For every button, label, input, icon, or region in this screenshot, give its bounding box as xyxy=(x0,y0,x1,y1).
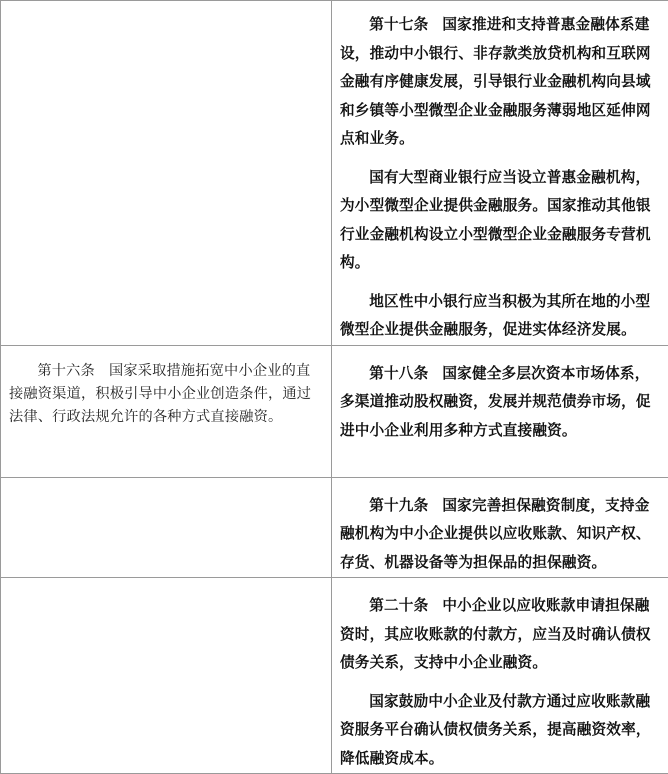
article-text: 国家健全多层次资本市场体系，多渠道推动股权融资，发展并规范债券市场，促进中小企业利用多种方式直接融资。 xyxy=(340,365,651,439)
article-number: 第十八条 xyxy=(369,365,428,382)
article-number: 第十六条 xyxy=(37,363,95,379)
article-paragraph xyxy=(340,492,658,578)
article-paragraph xyxy=(340,11,658,154)
article-paragraph xyxy=(340,360,658,446)
new-text-cell xyxy=(332,345,668,477)
article-text: 国家鼓励中小企业及付款方通过应收账款融资服务平台确认债权债务关系，提高融资效率，降低融资成本。 xyxy=(340,693,651,767)
article-text: 国有大型商业银行应当设立普惠金融机构，为小型微型企业提供金融服务。国家推动其他银行业金融机构设立小型微型企业金融服务专营机构。 xyxy=(340,169,651,272)
old-text-cell xyxy=(1,1,332,346)
article-paragraph xyxy=(340,592,658,678)
old-text-cell xyxy=(1,345,332,477)
old-text-cell xyxy=(1,477,332,578)
new-text-cell xyxy=(332,477,668,578)
article-paragraph xyxy=(340,688,658,774)
old-text-cell xyxy=(1,578,332,774)
article-text: 国家推进和支持普惠金融体系建设，推动中小银行、非存款类放贷机构和互联网金融有序健康发展，引导银行业金融机构向县域和乡镇等小型微型企业金融服务薄弱地区延伸网点和业务。 xyxy=(340,16,651,147)
article-paragraph xyxy=(9,360,323,429)
article-number: 第十七条 xyxy=(369,16,428,33)
new-text-cell xyxy=(332,1,668,346)
article-text: 国家完善担保融资制度，支持金融机构为中小企业提供以应收账款、知识产权、存货、机器设备等为担保品的担保融资。 xyxy=(340,497,651,571)
article-paragraph xyxy=(340,288,658,345)
article-text: 国家采取措施拓宽中小企业的直接融资渠道，积极引导中小企业创造条件，通过法律、行政法规允许的各种方式直接融资。 xyxy=(9,363,311,425)
article-number: 第十九条 xyxy=(369,497,428,514)
table-row xyxy=(1,1,668,346)
new-text-cell xyxy=(332,578,668,774)
article-text: 中小企业以应收账款申请担保融资时，其应收账款的付款方，应当及时确认债权债务关系，支持中小企业融资。 xyxy=(340,597,651,671)
table-row xyxy=(1,578,668,774)
table-row xyxy=(1,345,668,477)
article-number: 第二十条 xyxy=(369,597,428,614)
article-paragraph xyxy=(340,164,658,278)
article-text: 地区性中小银行应当积极为其所在地的小型微型企业提供金融服务，促进实体经济发展。 xyxy=(340,293,650,339)
table-row xyxy=(1,477,668,578)
